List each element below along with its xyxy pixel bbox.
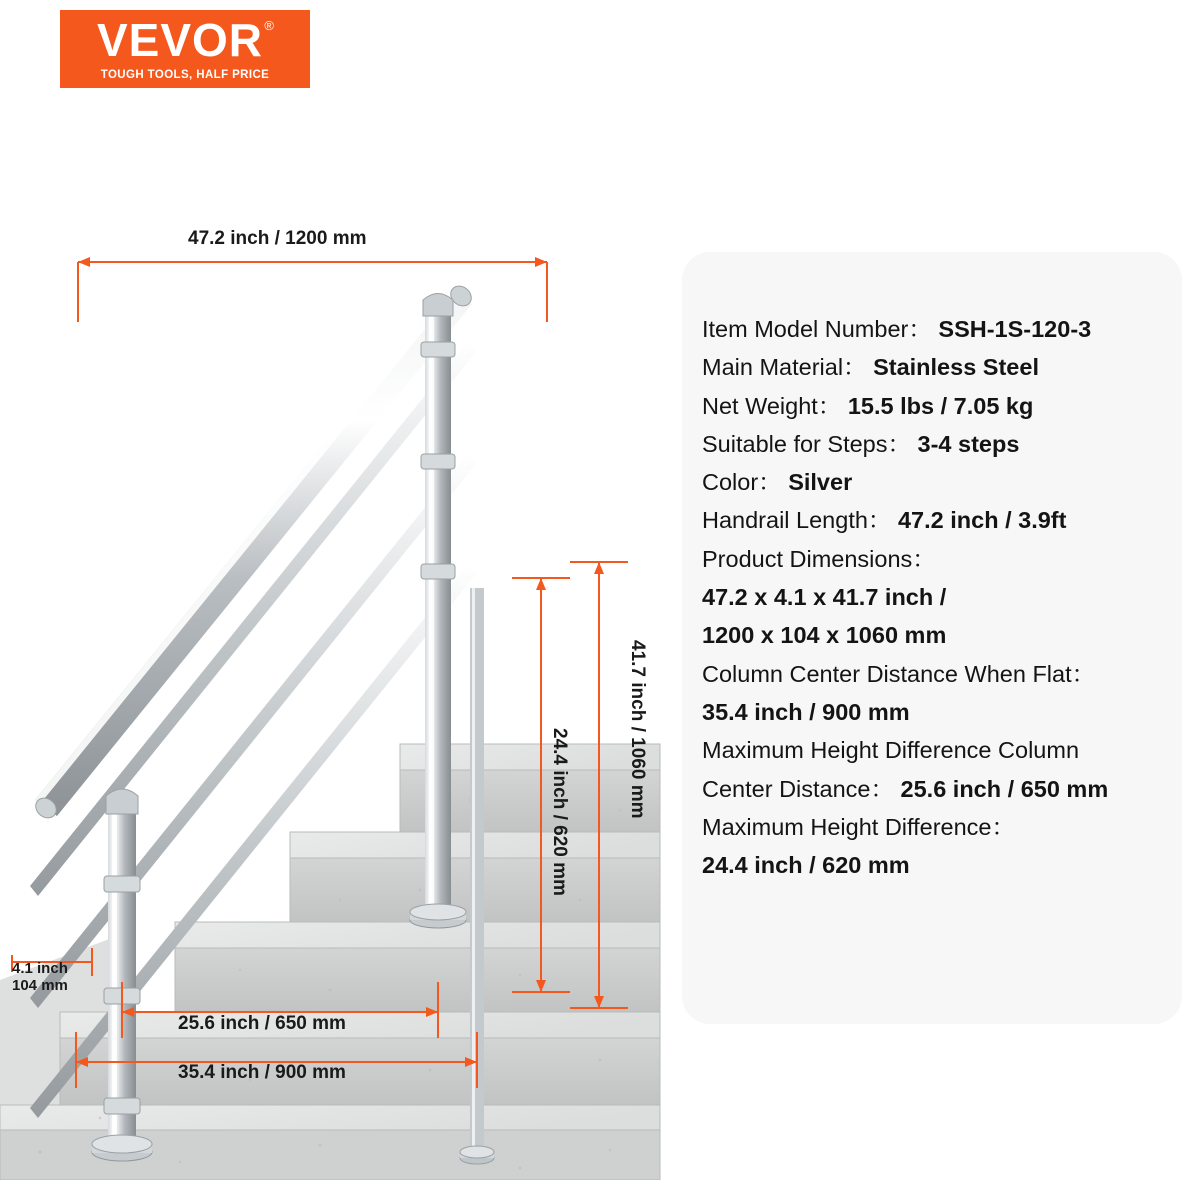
- spec-value: 47.2 inch / 3.9ft: [897, 507, 1067, 534]
- spec-label: Maximum Height Difference：: [702, 813, 1016, 840]
- spec-label: Center Distance：: [702, 775, 894, 802]
- spec-row: [702, 425, 1170, 463]
- dimension-bottom-outer: 35.4 inch / 900 mm: [178, 1062, 346, 1083]
- spec-row-continuation: 24.4 inch / 620 mm: [702, 852, 910, 879]
- registered-trademark-icon: ®: [264, 18, 276, 33]
- spec-label: Suitable for Steps：: [702, 430, 911, 457]
- spec-label: Net Weight：: [702, 392, 842, 419]
- specifications-card: [682, 252, 1182, 1024]
- spec-row: [702, 655, 1170, 693]
- dimension-base-plate-mm: 104 mm: [12, 977, 68, 995]
- spec-row: [702, 348, 1170, 386]
- spec-row-continuation: 1200 x 104 x 1060 mm: [702, 622, 947, 649]
- spec-row: [702, 463, 1170, 501]
- spec-label: Maximum Height Difference Column: [702, 737, 1080, 764]
- dimension-bottom-inner: 25.6 inch / 650 mm: [178, 1013, 346, 1034]
- dimension-height-inner: 24.4 inch / 620 mm: [549, 728, 570, 896]
- dimension-height-outer: 41.7 inch / 1060 mm: [627, 640, 648, 819]
- spec-row-continuation: 35.4 inch / 900 mm: [702, 698, 910, 725]
- spec-row-continuation: 47.2 x 4.1 x 41.7 inch /: [702, 584, 947, 611]
- spec-row: [702, 731, 1170, 769]
- spec-row: [702, 387, 1170, 425]
- spec-label: Main Material：: [702, 354, 867, 381]
- spec-label: Handrail Length：: [702, 507, 892, 534]
- dimension-base-plate-inch: 4.1 inch: [12, 960, 68, 977]
- spec-label: Item Model Number：: [702, 316, 932, 342]
- spec-value: 3-4 steps: [917, 430, 1020, 457]
- spec-value: SSH-1S-120-3: [938, 316, 1092, 342]
- spec-value: Silver: [788, 469, 853, 496]
- spec-row: [702, 540, 1170, 578]
- spec-label: Column Center Distance When Flat：: [702, 660, 1096, 687]
- spec-value: Stainless Steel: [873, 354, 1039, 381]
- spec-row: [702, 770, 1170, 808]
- spec-row: [702, 310, 1170, 348]
- brand-tagline: TOUGH TOOLS, HALF PRICE: [100, 69, 270, 81]
- spec-value: 15.5 lbs / 7.05 kg: [847, 392, 1034, 419]
- spec-row: [702, 501, 1170, 539]
- brand-name-text: VEVOR: [96, 14, 264, 66]
- spec-row: [702, 808, 1170, 846]
- specifications-list: [702, 310, 1170, 884]
- brand-name: [96, 14, 276, 66]
- dimension-base-plate: [12, 960, 68, 995]
- vevor-logo: [60, 10, 310, 88]
- dimension-top-width: 47.2 inch / 1200 mm: [188, 228, 367, 249]
- spec-value: 25.6 inch / 650 mm: [900, 775, 1109, 802]
- spec-label: Color：: [702, 469, 782, 496]
- spec-label: Product Dimensions：: [702, 545, 936, 572]
